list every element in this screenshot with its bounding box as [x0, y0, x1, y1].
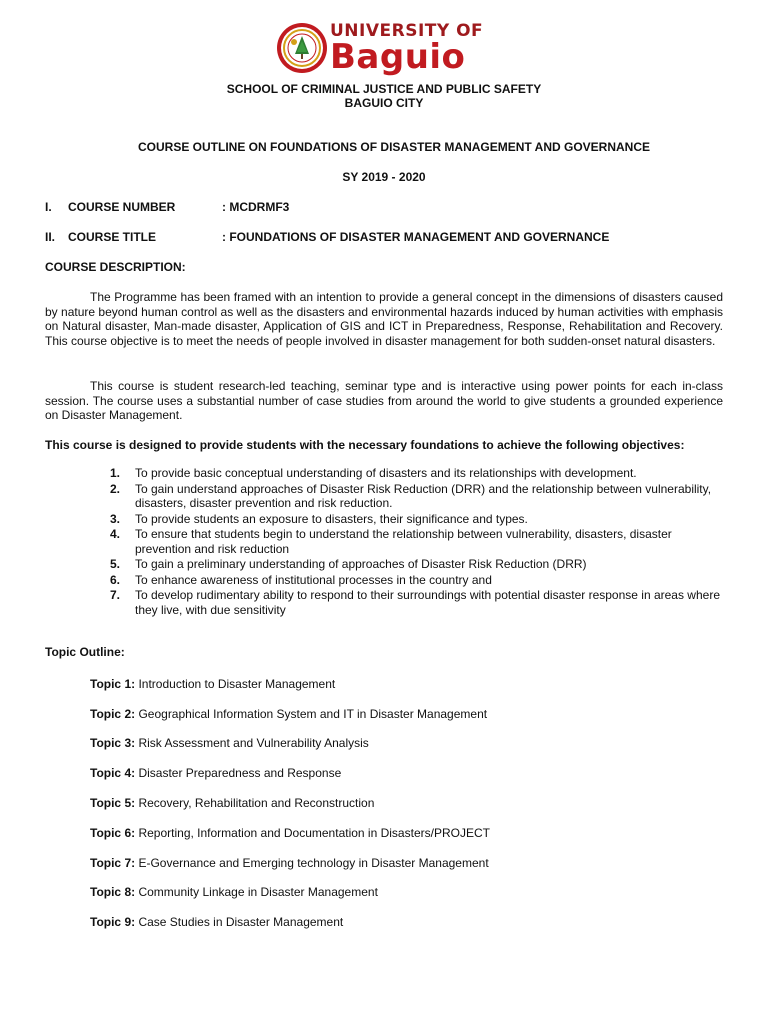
logo-top-text: UNIVERSITY OF [330, 21, 484, 41]
university-logo [330, 21, 484, 77]
topic-text: Geographical Information System and IT in Disaster Management [135, 707, 488, 721]
topic-item [90, 856, 489, 871]
list-item [110, 482, 720, 511]
topic-item [90, 766, 341, 781]
objective-number: 3. [110, 511, 121, 526]
objective-text: To enhance awareness of institutional processes in the country and [135, 572, 492, 587]
topic-label: Topic 9: [90, 915, 136, 929]
document-title: COURSE OUTLINE ON FOUNDATIONS OF DISASTER MANAGEMENT AND GOVERNANCE [137, 140, 650, 154]
topic-label: Topic 7: [90, 856, 136, 870]
topic-text: Case Studies in Disaster Management [135, 915, 344, 929]
objective-number: 4. [110, 527, 121, 541]
city-name: BAGUIO CITY [344, 96, 424, 110]
topic-text: Community Linkage in Disaster Management [135, 885, 378, 899]
objective-text: To provide basic conceptual understanding of disasters and its relationships with development. [135, 466, 637, 480]
objective-text: To provide students an exposure to disasters, their significance and types. [135, 511, 528, 526]
topic-item [90, 796, 374, 811]
description-heading: COURSE DESCRIPTION: [45, 260, 186, 274]
topic-item [90, 826, 490, 841]
course-number-numeral: I. [45, 200, 52, 214]
topic-label: Topic 1: [90, 677, 136, 691]
topic-item [90, 885, 378, 900]
topic-label: Topic 5: [90, 796, 136, 810]
course-number-value: : MCDRMF3 [222, 200, 290, 214]
list-item [110, 527, 720, 556]
topic-text: E-Governance and Emerging technology in Disaster Management [135, 856, 489, 870]
objective-text: To ensure that students begin to understand the relationship between vulnerability, disasters, disaster prevention and risk reduction [135, 527, 672, 556]
school-name: SCHOOL OF CRIMINAL JUSTICE AND PUBLIC SAFETY [226, 82, 542, 96]
list-item [110, 512, 720, 527]
topic-item [90, 677, 335, 692]
description-paragraph-1: The Programme has been framed with an intention to provide a general concept in the dimensions of disasters caused by nature beyond human control as well as the disasters and environmental hazards induced by human activities with emphasis on Natural disaster, Man-made disaster, Application of GIS and ICT in Preparedness, Response, Rehabilitation and Recovery. This course objective is to meet the needs of people involved in disaster management for both sudden-onset natural disasters. [45, 290, 723, 348]
list-item [110, 573, 720, 588]
course-number-label: COURSE NUMBER [68, 200, 176, 214]
topic-text: Disaster Preparedness and Response [135, 766, 342, 780]
topic-text: Reporting, Information and Documentation in Disasters/PROJECT [135, 826, 490, 840]
objective-number: 1. [110, 466, 121, 480]
topic-label: Topic 3: [90, 736, 136, 750]
objective-number: 2. [110, 481, 121, 496]
topic-text: Introduction to Disaster Management [135, 677, 336, 691]
objective-number: 6. [110, 572, 121, 587]
topic-item [90, 736, 369, 751]
objective-number: 5. [110, 557, 121, 571]
course-title-value: : FOUNDATIONS OF DISASTER MANAGEMENT AND GOVERNANCE [222, 230, 610, 244]
list-item [110, 466, 720, 481]
topic-label: Topic 2: [90, 707, 136, 721]
list-item [110, 557, 720, 572]
logo-main-text: Baguio [330, 37, 466, 77]
topic-label: Topic 8: [90, 885, 136, 899]
topic-item [90, 707, 487, 722]
topic-text: Risk Assessment and Vulnerability Analysis [135, 736, 369, 750]
objective-number: 7. [110, 588, 121, 602]
topic-label: Topic 4: [90, 766, 136, 780]
school-year: SY 2019 - 2020 [342, 170, 426, 184]
objective-text: To gain understand approaches of Disaster Risk Reduction (DRR) and the relationship between vulnerability, disasters, disaster prevention and risk reduction. [135, 481, 712, 510]
objective-text: To develop rudimentary ability to respond to their surroundings with potential disaster response in areas where they live, with due sensitivity [135, 588, 720, 617]
course-title-numeral: II. [45, 230, 56, 244]
university-seal-icon [276, 22, 328, 74]
topic-label: Topic 6: [90, 826, 136, 840]
topic-text: Recovery, Rehabilitation and Reconstruction [135, 796, 375, 810]
university-header [0, 20, 768, 76]
objectives-list [110, 466, 720, 618]
topic-item [90, 915, 343, 930]
topic-outline-heading: Topic Outline: [45, 645, 125, 659]
description-paragraph-2: This course is student research-led teaching, seminar type and is interactive using power points for each in-class session. The course uses a substantial number of case studies from around the world to give students a grounded experience on Disaster Management. [45, 379, 723, 422]
objectives-heading: This course is designed to provide students with the necessary foundations to achieve the following objectives: [45, 438, 685, 452]
list-item [110, 588, 720, 617]
course-title-label: COURSE TITLE [68, 230, 157, 244]
objective-text: To gain a preliminary understanding of approaches of Disaster Risk Reduction (DRR) [135, 557, 587, 571]
